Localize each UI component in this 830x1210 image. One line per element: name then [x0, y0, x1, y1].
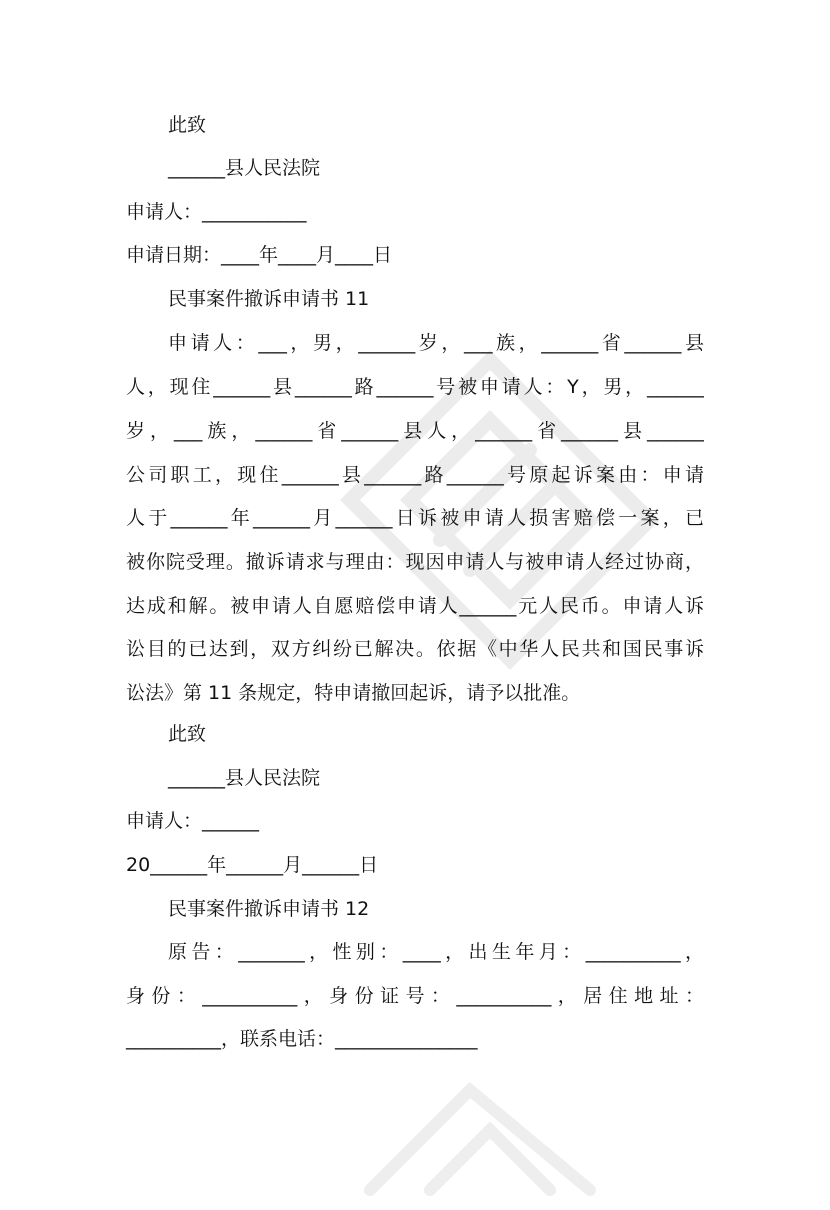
paragraph-line: 公司职工，现住______县______路______号原起诉案由：申请 [126, 464, 704, 486]
paragraph-line: 达成和解。被申请人自愿赔偿申请人______元人民币。申请人诉 [126, 595, 704, 617]
application-date: 申请日期：____年____月____日 [126, 244, 393, 266]
paragraph-line: 人，现住______县______路______号被申请人：Y，男，______ [126, 376, 704, 398]
paragraph-line: 岁，___族，______省______县人，______省______县______ [126, 420, 704, 442]
form-line: __________，联系电话：_______________ [126, 1028, 478, 1050]
closing-salutation: 此致 [168, 114, 207, 136]
signature-date: 20______年______月______日 [126, 854, 379, 876]
section-title-12: 民事案件撤诉申请书 12 [168, 898, 370, 920]
form-line: 原告：_______，性别：____，出生年月：__________， [168, 941, 704, 963]
paragraph-line: 被你院受理。撤诉请求与理由：现因申请人与被申请人经过协商， [126, 551, 704, 573]
form-line: 身份：__________，身份证号：__________，居住地址： [126, 985, 704, 1007]
closing-salutation: 此致 [168, 723, 207, 745]
paragraph-line: 人于______年______月______日诉被申请人损害赔偿一案，已 [126, 507, 704, 529]
applicant-signature: 申请人：___________ [126, 201, 307, 223]
paragraph-line: 讼法》第 11 条规定，特申请撤回起诉，请予以批准。 [126, 682, 581, 704]
court-name: ______县人民法院 [168, 767, 321, 789]
paragraph-line: 申请人：___，男，______岁，___族，______省______县 [168, 332, 704, 354]
paragraph-line: 讼目的已达到，双方纠纷已解决。依据《中华人民共和国民事诉 [126, 638, 704, 660]
section-title-11: 民事案件撤诉申请书 11 [168, 288, 370, 310]
court-name: ______县人民法院 [168, 157, 321, 179]
applicant-signature: 申请人：______ [126, 810, 260, 832]
